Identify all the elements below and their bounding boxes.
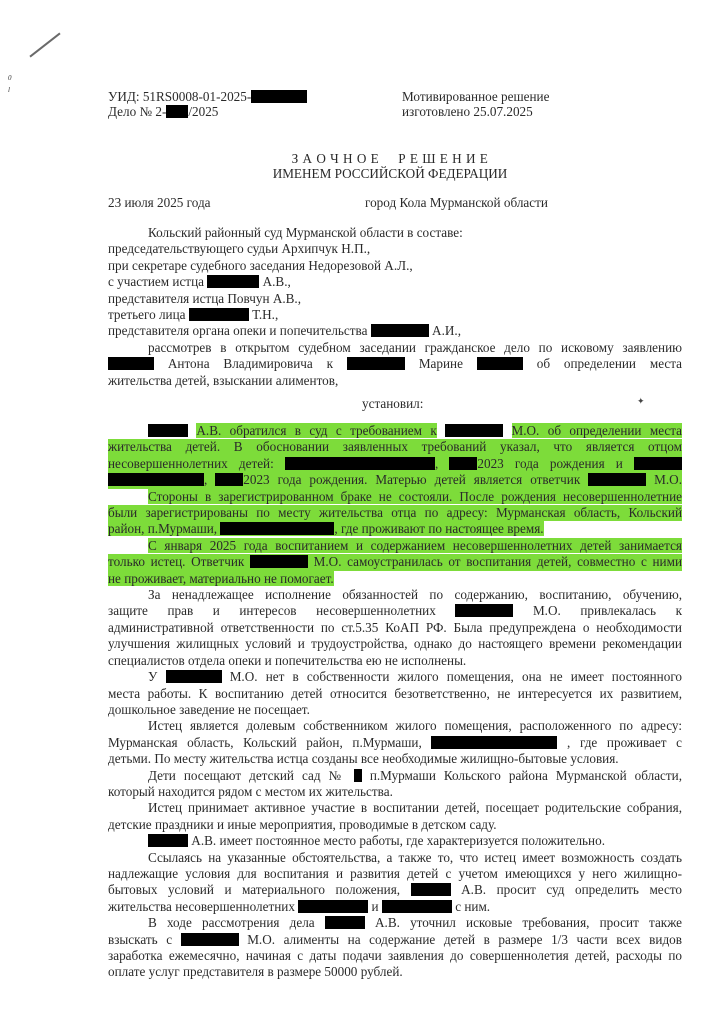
redaction (449, 457, 477, 470)
text-line: Дети посещают детский сад № п.Мурмаши Кольского района Мурманской области, (148, 767, 683, 783)
text-line: детьми. По месту жительства истца созданы все необходимые жилищно-бытовые условия. (108, 751, 619, 767)
redaction (325, 916, 365, 929)
redaction (166, 670, 222, 683)
established-heading: установил: (362, 396, 424, 411)
redaction (445, 424, 503, 437)
hl-line: только истец. Ответчик М.О. самоустранилась от воспитания детей, совместно с ними (108, 554, 683, 570)
representative-line: представителя истца Повчун А.В., (108, 290, 302, 306)
motivated-decision-line2: изготовлено 25.07.2025 (402, 104, 533, 119)
hl-line: были зарегистрированы по месту жительства отца по адресу: Мурманская область, Кольский (108, 505, 682, 521)
redaction (298, 900, 368, 913)
text-line: А.В. имеет постоянное место работы, где характеризуется положительно. (108, 833, 682, 849)
margin-mark: 0 (8, 74, 12, 82)
text-line: улучшения жилищных условий и трудоустройства, однако до настоящего времени рекомендации (108, 636, 682, 652)
redaction (250, 555, 308, 568)
judge-line: председательствующего судьи Архипчук Н.П., (108, 241, 371, 257)
text-line: дошкольное заведение не посещает. (108, 701, 310, 717)
text-line: места работы. К воспитанию детей относится безответственно, не интересуется их развитием, (108, 685, 682, 701)
text-line: У М.О. нет в собственности жилого помещения, она не имеет постоянного (148, 669, 683, 685)
redaction (477, 357, 523, 370)
redaction (455, 604, 513, 617)
text-line: который находится рядом с местом их жительства. (108, 783, 393, 799)
redaction (220, 522, 334, 535)
text-line: За ненадлежащее исполнение обязанностей по содержанию, воспитанию, обучению, (148, 587, 682, 603)
text-line: оплате услуг представителя в размере 50000 рублей. (108, 964, 403, 980)
case-label: Дело № 2- (108, 104, 167, 119)
redaction (347, 357, 405, 370)
redaction (411, 883, 451, 896)
text-line: надлежащие условия для воспитания и развития детей с учетом имеющихся у него жилищно- (108, 865, 682, 881)
redaction (189, 308, 249, 321)
uid-line (108, 89, 307, 105)
hl-line: несовершеннолетних детей: , 2023 года рождения и (108, 456, 682, 472)
guardianship-line: представителя органа опеки и попечительства А.И., (108, 323, 461, 339)
considering-line2: Антона Владимировича к Марине об определении места (108, 356, 682, 372)
hl-line: жительства детей. В обосновании заявленных требований указал, что является отцом (108, 439, 682, 455)
text-line: защите прав и интересов несовершеннолетних М.О. привлекалась к (108, 603, 682, 619)
hl-line: Стороны в зарегистрированном браке не состояли. После рождения несовершеннолетние (148, 488, 682, 504)
text-line: заработка ежемесячно, начиная с даты подачи заявления до совершеннолетия детей, расходы по (108, 948, 682, 963)
motivated-decision-line1: Мотивированное решение (402, 89, 550, 104)
redaction (285, 457, 435, 470)
court-line: Кольский районный суд Мурманской области в составе: (148, 225, 463, 240)
text-line: бытовых условий и материального положения, А.В. просит суд определить место (108, 882, 683, 898)
text-line: взыскать с М.О. алименты на содержание детей в размере 1/3 части всех видов (108, 931, 683, 947)
redaction (108, 473, 204, 486)
redaction (354, 769, 362, 782)
hl-line: район, п.Мурмаши, , где проживают по настоящее время. (108, 521, 544, 537)
case-number-line (108, 104, 218, 120)
third-party-line: третьего лица Т.Н., (108, 307, 279, 323)
redaction (588, 473, 646, 486)
redaction (371, 324, 429, 337)
hl-line: , 2023 года рождения. Матерью детей является ответчик М.О. (108, 472, 682, 488)
text-line: жительства несовершеннолетних и с ним. (108, 898, 491, 914)
plaintiff-line: с участием истца А.В., (108, 274, 291, 290)
text-line: Истец является долевым собственником жилого помещения, расположенного по адресу: (148, 718, 682, 734)
hl-line: С января 2025 года воспитанием и содержанием несовершеннолетних детей занимается (148, 537, 682, 553)
text-line: Мурманская область, Кольский район, п.Мурмаши, , где проживает с (108, 734, 683, 750)
pen-stroke-mark (29, 33, 60, 58)
redaction (148, 424, 188, 437)
redaction (251, 90, 307, 103)
redaction (181, 933, 239, 946)
hl-line: не проживает, материально не помогает. (108, 570, 334, 586)
star-mark: ✦ (637, 396, 645, 406)
redaction (108, 357, 154, 370)
redaction (148, 834, 188, 847)
hl-line: А.В. обратился в суд с требованием к М.О. об определении места (108, 423, 682, 439)
uid-label: УИД: 51RS0008-01-2025- (108, 89, 252, 104)
text-line: административной ответственности по ст.5.35 КоАП РФ. Была предупреждена о необходимости (108, 619, 682, 635)
page-title: З А О Ч Н О Е Р Е Ш Е Н И Е (291, 151, 489, 166)
redaction (634, 457, 682, 470)
redaction (207, 275, 259, 288)
page-subtitle: ИМЕНЕМ РОССИЙСКОЙ ФЕДЕРАЦИИ (272, 166, 508, 181)
document-body (108, 225, 682, 389)
redaction (431, 736, 557, 749)
considering-line3: жительства детей, взыскании алиментов, (108, 372, 339, 388)
secretary-line: при секретаре судебного заседания Недорезовой А.Л., (108, 257, 413, 273)
text-line: детские праздники и иные мероприятия, проводимые в детском саду. (108, 816, 497, 832)
redaction (215, 473, 243, 486)
text-line: Ссылаясь на указанные обстоятельства, а также то, что истец имеет возможность создать (148, 849, 682, 865)
redaction (166, 105, 188, 118)
text-line: Истец принимает активное участие в воспитании детей, посещает родительские собрания, (148, 800, 682, 816)
margin-mark: l (8, 86, 10, 94)
text-line: В ходе рассмотрения дела А.В. уточнил исковые требования, просит также (148, 915, 682, 931)
decision-place: город Кола Мурманской области (365, 195, 548, 210)
case-year: /2025 (188, 104, 219, 119)
redaction (382, 900, 452, 913)
text-line: специалистов отдела опеки и попечительства ею не исполнены. (108, 652, 467, 668)
document-body-main (108, 423, 682, 981)
considering-line1: рассмотрев в открытом судебном заседании гражданское дело по исковому заявлению (148, 339, 682, 355)
decision-date: 23 июля 2025 года (108, 195, 211, 210)
